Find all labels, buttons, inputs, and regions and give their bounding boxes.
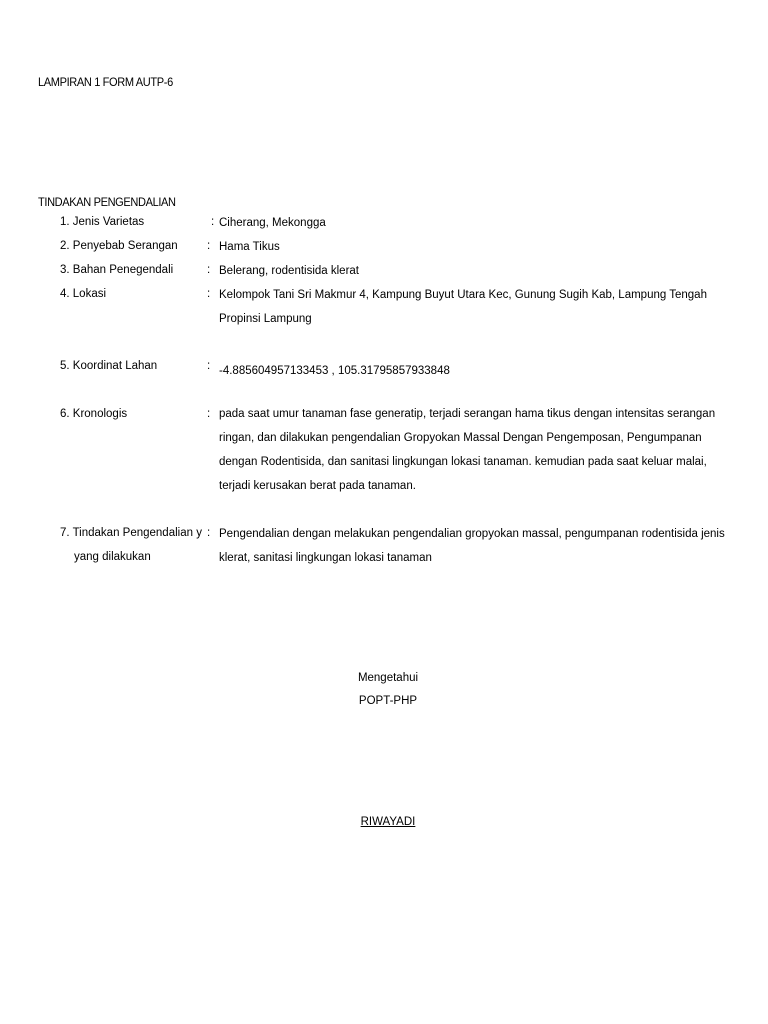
item-label: 1. Jenis Varietas: [60, 216, 145, 228]
section-title: TINDAKAN PENGENDALIAN: [38, 195, 176, 209]
signer-name: RIWAYADI: [360, 816, 416, 828]
item-label: 2. Penyebab Serangan: [60, 240, 178, 252]
item-value: Pengendalian dengan melakukan pengendalian gropyokan massal, pengumpanan rodentisida jenis klerat, sanitasi lingkungan lokasi tanaman: [219, 528, 725, 564]
item-label: 6. Kronologis: [60, 408, 128, 420]
item-label: 7. Tindakan Pengendalian y: [60, 527, 202, 539]
signer-name-wrapper: [0, 816, 768, 828]
item-value: -4.885604957133453 , 105.31795857933848: [219, 365, 450, 377]
item-colon: :: [207, 360, 211, 372]
item-colon: :: [207, 527, 211, 539]
item-value: Belerang, rodentisida klerat: [219, 265, 359, 277]
item-value: pada saat umur tanaman fase generatip, terjadi serangan hama tikus dengan intensitas serangan ringan, dan dilakukan pengendalian Gropyokan Massal Dengan Pengemposan, Pengumpanan dengan Rodentisida, dan sanitasi lingkungan lokasi tanaman. kemudian pada saat keluar malai, terjadi kerusakan berat pada tanaman.: [219, 408, 716, 492]
item-label: 3. Bahan Penegendali: [60, 264, 174, 276]
item-label-continued: yang dilakukan: [74, 551, 151, 563]
item-colon: :: [211, 216, 215, 228]
item-colon: :: [207, 408, 211, 420]
item-label: 4. Lokasi: [60, 288, 107, 300]
item-colon: :: [207, 288, 211, 300]
item-colon: :: [207, 240, 211, 252]
acknowledged-label: Mengetahui: [357, 672, 419, 684]
item-colon: :: [207, 264, 211, 276]
signer-role: POPT-PHP: [358, 695, 418, 707]
item-value: Hama Tikus: [219, 241, 280, 253]
item-value: Ciherang, Mekongga: [219, 217, 326, 229]
item-label: 5. Koordinat Lahan: [60, 360, 158, 372]
page-title: LAMPIRAN 1 FORM AUTP-6: [38, 75, 173, 89]
item-value: Kelompok Tani Sri Makmur 4, Kampung Buyut Utara Kec, Gunung Sugih Kab, Lampung Tengah Propinsi Lampung: [219, 289, 707, 325]
